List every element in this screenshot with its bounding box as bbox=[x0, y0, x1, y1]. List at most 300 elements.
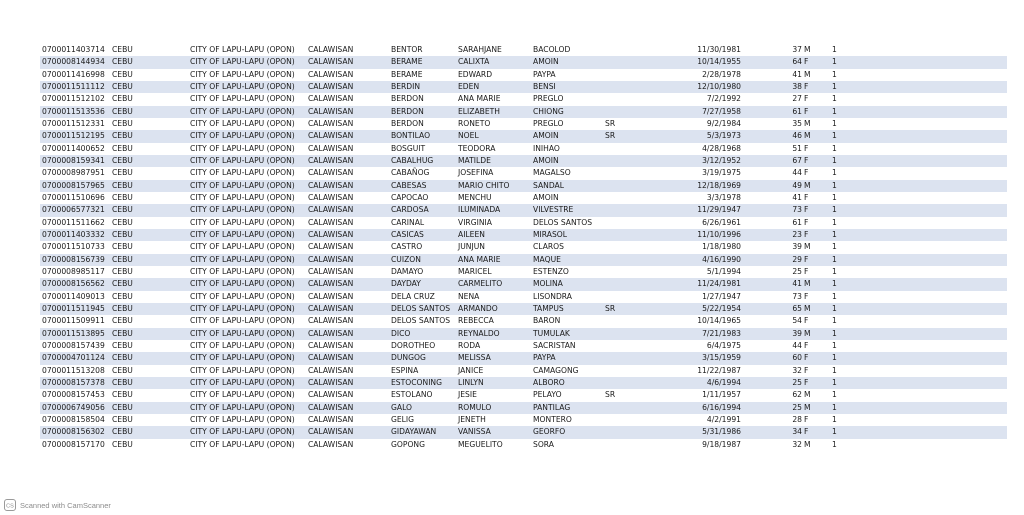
city-cell: CITY OF LAPU-LAPU (OPON) bbox=[188, 241, 306, 253]
flag-cell: 1 bbox=[830, 377, 1007, 389]
table-row bbox=[40, 241, 1007, 253]
city-cell: CITY OF LAPU-LAPU (OPON) bbox=[188, 340, 306, 352]
birthdate-cell: 12/10/1980 bbox=[655, 81, 741, 93]
voter-id-cell: 0700008157439 bbox=[40, 340, 110, 352]
flag-cell: 1 bbox=[830, 229, 1007, 241]
table-row bbox=[40, 291, 1007, 303]
birthdate-cell: 7/21/1983 bbox=[655, 328, 741, 340]
table-row bbox=[40, 130, 1007, 142]
province-cell: CEBU bbox=[110, 241, 188, 253]
birthdate-cell: 9/18/1987 bbox=[655, 439, 741, 451]
city-cell: CITY OF LAPU-LAPU (OPON) bbox=[188, 69, 306, 81]
city-cell: CITY OF LAPU-LAPU (OPON) bbox=[188, 426, 306, 438]
age-cell: 28 bbox=[741, 414, 802, 426]
sex-cell: M bbox=[802, 118, 830, 130]
sex-cell: F bbox=[802, 143, 830, 155]
barangay-cell: CALAWISAN bbox=[306, 192, 389, 204]
last-name-cell: DAYDAY bbox=[389, 278, 456, 290]
flag-cell: 1 bbox=[830, 155, 1007, 167]
sex-cell: F bbox=[802, 254, 830, 266]
birthdate-cell: 3/15/1959 bbox=[655, 352, 741, 364]
last-name-cell: ESPINA bbox=[389, 365, 456, 377]
table-row bbox=[40, 217, 1007, 229]
birthdate-cell: 1/27/1947 bbox=[655, 291, 741, 303]
flag-cell: 1 bbox=[830, 44, 1007, 56]
sex-cell: F bbox=[802, 266, 830, 278]
voter-id-cell: 0700008157170 bbox=[40, 439, 110, 451]
age-cell: 62 bbox=[741, 389, 802, 401]
barangay-cell: CALAWISAN bbox=[306, 303, 389, 315]
province-cell: CEBU bbox=[110, 439, 188, 451]
birthdate-cell: 5/1/1994 bbox=[655, 266, 741, 278]
age-cell: 25 bbox=[741, 266, 802, 278]
age-cell: 27 bbox=[741, 93, 802, 105]
province-cell: CEBU bbox=[110, 44, 188, 56]
sex-cell: F bbox=[802, 192, 830, 204]
province-cell: CEBU bbox=[110, 118, 188, 130]
age-cell: 32 bbox=[741, 365, 802, 377]
barangay-cell: CALAWISAN bbox=[306, 278, 389, 290]
sex-cell: F bbox=[802, 167, 830, 179]
province-cell: CEBU bbox=[110, 377, 188, 389]
flag-cell: 1 bbox=[830, 426, 1007, 438]
suffix-cell bbox=[603, 217, 655, 229]
barangay-cell: CALAWISAN bbox=[306, 217, 389, 229]
age-cell: 54 bbox=[741, 315, 802, 327]
voter-id-cell: 0700011510696 bbox=[40, 192, 110, 204]
middle-name-cell: MAQUE bbox=[531, 254, 603, 266]
last-name-cell: DELA CRUZ bbox=[389, 291, 456, 303]
first-name-cell: VIRGINIA bbox=[456, 217, 531, 229]
first-name-cell: TEODORA bbox=[456, 143, 531, 155]
barangay-cell: CALAWISAN bbox=[306, 167, 389, 179]
birthdate-cell: 5/3/1973 bbox=[655, 130, 741, 142]
first-name-cell: ILUMINADA bbox=[456, 204, 531, 216]
birthdate-cell: 4/16/1990 bbox=[655, 254, 741, 266]
city-cell: CITY OF LAPU-LAPU (OPON) bbox=[188, 106, 306, 118]
last-name-cell: GOPONG bbox=[389, 439, 456, 451]
first-name-cell: JOSEFINA bbox=[456, 167, 531, 179]
barangay-cell: CALAWISAN bbox=[306, 143, 389, 155]
suffix-cell bbox=[603, 291, 655, 303]
voter-id-cell: 0700006577321 bbox=[40, 204, 110, 216]
sex-cell: M bbox=[802, 44, 830, 56]
suffix-cell bbox=[603, 143, 655, 155]
province-cell: CEBU bbox=[110, 389, 188, 401]
table-row bbox=[40, 402, 1007, 414]
last-name-cell: DAMAYO bbox=[389, 266, 456, 278]
birthdate-cell: 10/14/1965 bbox=[655, 315, 741, 327]
table-row bbox=[40, 352, 1007, 364]
voter-id-cell: 0700006749056 bbox=[40, 402, 110, 414]
middle-name-cell: AMOIN bbox=[531, 56, 603, 68]
birthdate-cell: 2/28/1978 bbox=[655, 69, 741, 81]
table-row bbox=[40, 81, 1007, 93]
last-name-cell: DELOS SANTOS bbox=[389, 315, 456, 327]
flag-cell: 1 bbox=[830, 389, 1007, 401]
middle-name-cell: ALBORO bbox=[531, 377, 603, 389]
sex-cell: F bbox=[802, 81, 830, 93]
city-cell: CITY OF LAPU-LAPU (OPON) bbox=[188, 278, 306, 290]
first-name-cell: MARICEL bbox=[456, 266, 531, 278]
camscanner-watermark bbox=[4, 498, 111, 512]
first-name-cell: ROMULO bbox=[456, 402, 531, 414]
table-row bbox=[40, 414, 1007, 426]
sex-cell: M bbox=[802, 278, 830, 290]
voter-id-cell: 0700008159341 bbox=[40, 155, 110, 167]
age-cell: 41 bbox=[741, 69, 802, 81]
suffix-cell bbox=[603, 69, 655, 81]
suffix-cell bbox=[603, 365, 655, 377]
barangay-cell: CALAWISAN bbox=[306, 130, 389, 142]
flag-cell: 1 bbox=[830, 56, 1007, 68]
suffix-cell: SR bbox=[603, 118, 655, 130]
voter-list-sheet bbox=[40, 44, 984, 451]
birthdate-cell: 4/2/1991 bbox=[655, 414, 741, 426]
voter-id-cell: 0700011403332 bbox=[40, 229, 110, 241]
table-row bbox=[40, 278, 1007, 290]
birthdate-cell: 3/19/1975 bbox=[655, 167, 741, 179]
middle-name-cell: INIHAO bbox=[531, 143, 603, 155]
flag-cell: 1 bbox=[830, 266, 1007, 278]
age-cell: 65 bbox=[741, 303, 802, 315]
birthdate-cell: 3/3/1978 bbox=[655, 192, 741, 204]
flag-cell: 1 bbox=[830, 192, 1007, 204]
age-cell: 38 bbox=[741, 81, 802, 93]
sex-cell: F bbox=[802, 217, 830, 229]
first-name-cell: EDWARD bbox=[456, 69, 531, 81]
voter-id-cell: 0700011513208 bbox=[40, 365, 110, 377]
middle-name-cell: VILVESTRE bbox=[531, 204, 603, 216]
voter-id-cell: 0700008144934 bbox=[40, 56, 110, 68]
table-row bbox=[40, 439, 1007, 451]
last-name-cell: CUIZON bbox=[389, 254, 456, 266]
age-cell: 44 bbox=[741, 167, 802, 179]
province-cell: CEBU bbox=[110, 69, 188, 81]
barangay-cell: CALAWISAN bbox=[306, 180, 389, 192]
barangay-cell: CALAWISAN bbox=[306, 414, 389, 426]
barangay-cell: CALAWISAN bbox=[306, 352, 389, 364]
suffix-cell bbox=[603, 414, 655, 426]
flag-cell: 1 bbox=[830, 278, 1007, 290]
middle-name-cell: LISONDRA bbox=[531, 291, 603, 303]
city-cell: CITY OF LAPU-LAPU (OPON) bbox=[188, 352, 306, 364]
last-name-cell: DELOS SANTOS bbox=[389, 303, 456, 315]
last-name-cell: DICO bbox=[389, 328, 456, 340]
barangay-cell: CALAWISAN bbox=[306, 118, 389, 130]
middle-name-cell: PAYPA bbox=[531, 69, 603, 81]
sex-cell: F bbox=[802, 340, 830, 352]
flag-cell: 1 bbox=[830, 69, 1007, 81]
last-name-cell: BOSGUIT bbox=[389, 143, 456, 155]
sex-cell: F bbox=[802, 106, 830, 118]
first-name-cell: MEGUELITO bbox=[456, 439, 531, 451]
suffix-cell bbox=[603, 44, 655, 56]
age-cell: 46 bbox=[741, 130, 802, 142]
birthdate-cell: 9/2/1984 bbox=[655, 118, 741, 130]
flag-cell: 1 bbox=[830, 106, 1007, 118]
birthdate-cell: 5/22/1954 bbox=[655, 303, 741, 315]
province-cell: CEBU bbox=[110, 229, 188, 241]
city-cell: CITY OF LAPU-LAPU (OPON) bbox=[188, 229, 306, 241]
first-name-cell: REBECCA bbox=[456, 315, 531, 327]
middle-name-cell: BACOLOD bbox=[531, 44, 603, 56]
first-name-cell: EDEN bbox=[456, 81, 531, 93]
birthdate-cell: 1/11/1957 bbox=[655, 389, 741, 401]
age-cell: 35 bbox=[741, 118, 802, 130]
age-cell: 73 bbox=[741, 291, 802, 303]
age-cell: 44 bbox=[741, 340, 802, 352]
table-row bbox=[40, 167, 1007, 179]
table-row bbox=[40, 180, 1007, 192]
voter-id-cell: 0700008157378 bbox=[40, 377, 110, 389]
barangay-cell: CALAWISAN bbox=[306, 254, 389, 266]
suffix-cell bbox=[603, 254, 655, 266]
middle-name-cell: AMOIN bbox=[531, 192, 603, 204]
table-row bbox=[40, 69, 1007, 81]
table-row bbox=[40, 377, 1007, 389]
sex-cell: F bbox=[802, 365, 830, 377]
city-cell: CITY OF LAPU-LAPU (OPON) bbox=[188, 118, 306, 130]
middle-name-cell: PREGLO bbox=[531, 118, 603, 130]
voter-id-cell: 0700011512331 bbox=[40, 118, 110, 130]
sex-cell: F bbox=[802, 229, 830, 241]
barangay-cell: CALAWISAN bbox=[306, 204, 389, 216]
province-cell: CEBU bbox=[110, 56, 188, 68]
last-name-cell: DOROTHEO bbox=[389, 340, 456, 352]
middle-name-cell: ESTENZO bbox=[531, 266, 603, 278]
sex-cell: M bbox=[802, 180, 830, 192]
birthdate-cell: 6/26/1961 bbox=[655, 217, 741, 229]
flag-cell: 1 bbox=[830, 130, 1007, 142]
middle-name-cell: PAYPA bbox=[531, 352, 603, 364]
birthdate-cell: 6/16/1994 bbox=[655, 402, 741, 414]
first-name-cell: AILEEN bbox=[456, 229, 531, 241]
city-cell: CITY OF LAPU-LAPU (OPON) bbox=[188, 315, 306, 327]
suffix-cell bbox=[603, 229, 655, 241]
city-cell: CITY OF LAPU-LAPU (OPON) bbox=[188, 365, 306, 377]
last-name-cell: CARINAL bbox=[389, 217, 456, 229]
flag-cell: 1 bbox=[830, 81, 1007, 93]
sex-cell: F bbox=[802, 93, 830, 105]
sex-cell: M bbox=[802, 241, 830, 253]
suffix-cell bbox=[603, 192, 655, 204]
city-cell: CITY OF LAPU-LAPU (OPON) bbox=[188, 439, 306, 451]
suffix-cell bbox=[603, 167, 655, 179]
flag-cell: 1 bbox=[830, 180, 1007, 192]
birthdate-cell: 11/10/1996 bbox=[655, 229, 741, 241]
barangay-cell: CALAWISAN bbox=[306, 365, 389, 377]
flag-cell: 1 bbox=[830, 143, 1007, 155]
flag-cell: 1 bbox=[830, 439, 1007, 451]
age-cell: 25 bbox=[741, 402, 802, 414]
voter-id-cell: 0700011400652 bbox=[40, 143, 110, 155]
city-cell: CITY OF LAPU-LAPU (OPON) bbox=[188, 81, 306, 93]
table-row bbox=[40, 155, 1007, 167]
voter-id-cell: 0700011512102 bbox=[40, 93, 110, 105]
flag-cell: 1 bbox=[830, 365, 1007, 377]
table-row bbox=[40, 56, 1007, 68]
flag-cell: 1 bbox=[830, 93, 1007, 105]
table-row bbox=[40, 254, 1007, 266]
suffix-cell bbox=[603, 328, 655, 340]
table-row bbox=[40, 303, 1007, 315]
province-cell: CEBU bbox=[110, 340, 188, 352]
voter-table bbox=[40, 44, 1007, 451]
age-cell: 37 bbox=[741, 44, 802, 56]
age-cell: 41 bbox=[741, 278, 802, 290]
first-name-cell: JESIE bbox=[456, 389, 531, 401]
voter-id-cell: 0700011511945 bbox=[40, 303, 110, 315]
age-cell: 64 bbox=[741, 56, 802, 68]
first-name-cell: ELIZABETH bbox=[456, 106, 531, 118]
middle-name-cell: BENSI bbox=[531, 81, 603, 93]
flag-cell: 1 bbox=[830, 328, 1007, 340]
first-name-cell: SARAHJANE bbox=[456, 44, 531, 56]
age-cell: 49 bbox=[741, 180, 802, 192]
province-cell: CEBU bbox=[110, 402, 188, 414]
province-cell: CEBU bbox=[110, 352, 188, 364]
flag-cell: 1 bbox=[830, 241, 1007, 253]
province-cell: CEBU bbox=[110, 278, 188, 290]
suffix-cell bbox=[603, 340, 655, 352]
first-name-cell: JANICE bbox=[456, 365, 531, 377]
middle-name-cell: CLAROS bbox=[531, 241, 603, 253]
suffix-cell: SR bbox=[603, 389, 655, 401]
city-cell: CITY OF LAPU-LAPU (OPON) bbox=[188, 44, 306, 56]
barangay-cell: CALAWISAN bbox=[306, 69, 389, 81]
first-name-cell: LINLYN bbox=[456, 377, 531, 389]
last-name-cell: BENTOR bbox=[389, 44, 456, 56]
barangay-cell: CALAWISAN bbox=[306, 155, 389, 167]
first-name-cell: MENCHU bbox=[456, 192, 531, 204]
suffix-cell bbox=[603, 155, 655, 167]
age-cell: 23 bbox=[741, 229, 802, 241]
barangay-cell: CALAWISAN bbox=[306, 81, 389, 93]
middle-name-cell: MOLINA bbox=[531, 278, 603, 290]
suffix-cell bbox=[603, 352, 655, 364]
age-cell: 34 bbox=[741, 426, 802, 438]
province-cell: CEBU bbox=[110, 254, 188, 266]
province-cell: CEBU bbox=[110, 204, 188, 216]
middle-name-cell: CHIONG bbox=[531, 106, 603, 118]
first-name-cell: MATILDE bbox=[456, 155, 531, 167]
table-row bbox=[40, 204, 1007, 216]
age-cell: 67 bbox=[741, 155, 802, 167]
province-cell: CEBU bbox=[110, 426, 188, 438]
birthdate-cell: 7/27/1958 bbox=[655, 106, 741, 118]
barangay-cell: CALAWISAN bbox=[306, 328, 389, 340]
last-name-cell: GIDAYAWAN bbox=[389, 426, 456, 438]
city-cell: CITY OF LAPU-LAPU (OPON) bbox=[188, 93, 306, 105]
birthdate-cell: 6/4/1975 bbox=[655, 340, 741, 352]
flag-cell: 1 bbox=[830, 118, 1007, 130]
last-name-cell: GELIG bbox=[389, 414, 456, 426]
suffix-cell bbox=[603, 106, 655, 118]
last-name-cell: CABESAS bbox=[389, 180, 456, 192]
barangay-cell: CALAWISAN bbox=[306, 229, 389, 241]
voter-id-cell: 0700011403714 bbox=[40, 44, 110, 56]
voter-id-cell: 0700008985117 bbox=[40, 266, 110, 278]
table-row bbox=[40, 328, 1007, 340]
first-name-cell: MELISSA bbox=[456, 352, 531, 364]
voter-table-body bbox=[40, 44, 1007, 451]
city-cell: CITY OF LAPU-LAPU (OPON) bbox=[188, 56, 306, 68]
sex-cell: F bbox=[802, 56, 830, 68]
last-name-cell: CARDOSA bbox=[389, 204, 456, 216]
province-cell: CEBU bbox=[110, 291, 188, 303]
first-name-cell: CARMELITO bbox=[456, 278, 531, 290]
barangay-cell: CALAWISAN bbox=[306, 389, 389, 401]
birthdate-cell: 10/14/1955 bbox=[655, 56, 741, 68]
middle-name-cell: MAGALSO bbox=[531, 167, 603, 179]
age-cell: 39 bbox=[741, 241, 802, 253]
voter-id-cell: 0700011416998 bbox=[40, 69, 110, 81]
last-name-cell: CABAÑOG bbox=[389, 167, 456, 179]
city-cell: CITY OF LAPU-LAPU (OPON) bbox=[188, 402, 306, 414]
province-cell: CEBU bbox=[110, 303, 188, 315]
last-name-cell: BERAME bbox=[389, 56, 456, 68]
voter-id-cell: 0700011513536 bbox=[40, 106, 110, 118]
first-name-cell: JENETH bbox=[456, 414, 531, 426]
suffix-cell: SR bbox=[603, 303, 655, 315]
flag-cell: 1 bbox=[830, 352, 1007, 364]
age-cell: 32 bbox=[741, 439, 802, 451]
sex-cell: F bbox=[802, 204, 830, 216]
watermark-text: Scanned with CamScanner bbox=[20, 500, 111, 510]
first-name-cell: NOEL bbox=[456, 130, 531, 142]
age-cell: 39 bbox=[741, 328, 802, 340]
first-name-cell: MARIO CHITO bbox=[456, 180, 531, 192]
city-cell: CITY OF LAPU-LAPU (OPON) bbox=[188, 155, 306, 167]
age-cell: 61 bbox=[741, 106, 802, 118]
province-cell: CEBU bbox=[110, 315, 188, 327]
flag-cell: 1 bbox=[830, 340, 1007, 352]
city-cell: CITY OF LAPU-LAPU (OPON) bbox=[188, 291, 306, 303]
table-row bbox=[40, 365, 1007, 377]
city-cell: CITY OF LAPU-LAPU (OPON) bbox=[188, 389, 306, 401]
table-row bbox=[40, 389, 1007, 401]
suffix-cell bbox=[603, 426, 655, 438]
age-cell: 73 bbox=[741, 204, 802, 216]
table-row bbox=[40, 266, 1007, 278]
middle-name-cell: PELAYO bbox=[531, 389, 603, 401]
province-cell: CEBU bbox=[110, 93, 188, 105]
province-cell: CEBU bbox=[110, 266, 188, 278]
voter-id-cell: 0700011510733 bbox=[40, 241, 110, 253]
first-name-cell: REYNALDO bbox=[456, 328, 531, 340]
voter-id-cell: 0700008156302 bbox=[40, 426, 110, 438]
svg-text:CS: CS bbox=[6, 503, 14, 510]
age-cell: 29 bbox=[741, 254, 802, 266]
last-name-cell: BERDON bbox=[389, 118, 456, 130]
voter-id-cell: 0700011509911 bbox=[40, 315, 110, 327]
city-cell: CITY OF LAPU-LAPU (OPON) bbox=[188, 328, 306, 340]
last-name-cell: BERDON bbox=[389, 106, 456, 118]
table-row bbox=[40, 315, 1007, 327]
birthdate-cell: 11/22/1987 bbox=[655, 365, 741, 377]
birthdate-cell: 11/30/1981 bbox=[655, 44, 741, 56]
sex-cell: M bbox=[802, 389, 830, 401]
sex-cell: M bbox=[802, 439, 830, 451]
age-cell: 41 bbox=[741, 192, 802, 204]
last-name-cell: BERDON bbox=[389, 93, 456, 105]
barangay-cell: CALAWISAN bbox=[306, 56, 389, 68]
flag-cell: 1 bbox=[830, 204, 1007, 216]
voter-id-cell: 0700008158504 bbox=[40, 414, 110, 426]
birthdate-cell: 1/18/1980 bbox=[655, 241, 741, 253]
table-row bbox=[40, 44, 1007, 56]
